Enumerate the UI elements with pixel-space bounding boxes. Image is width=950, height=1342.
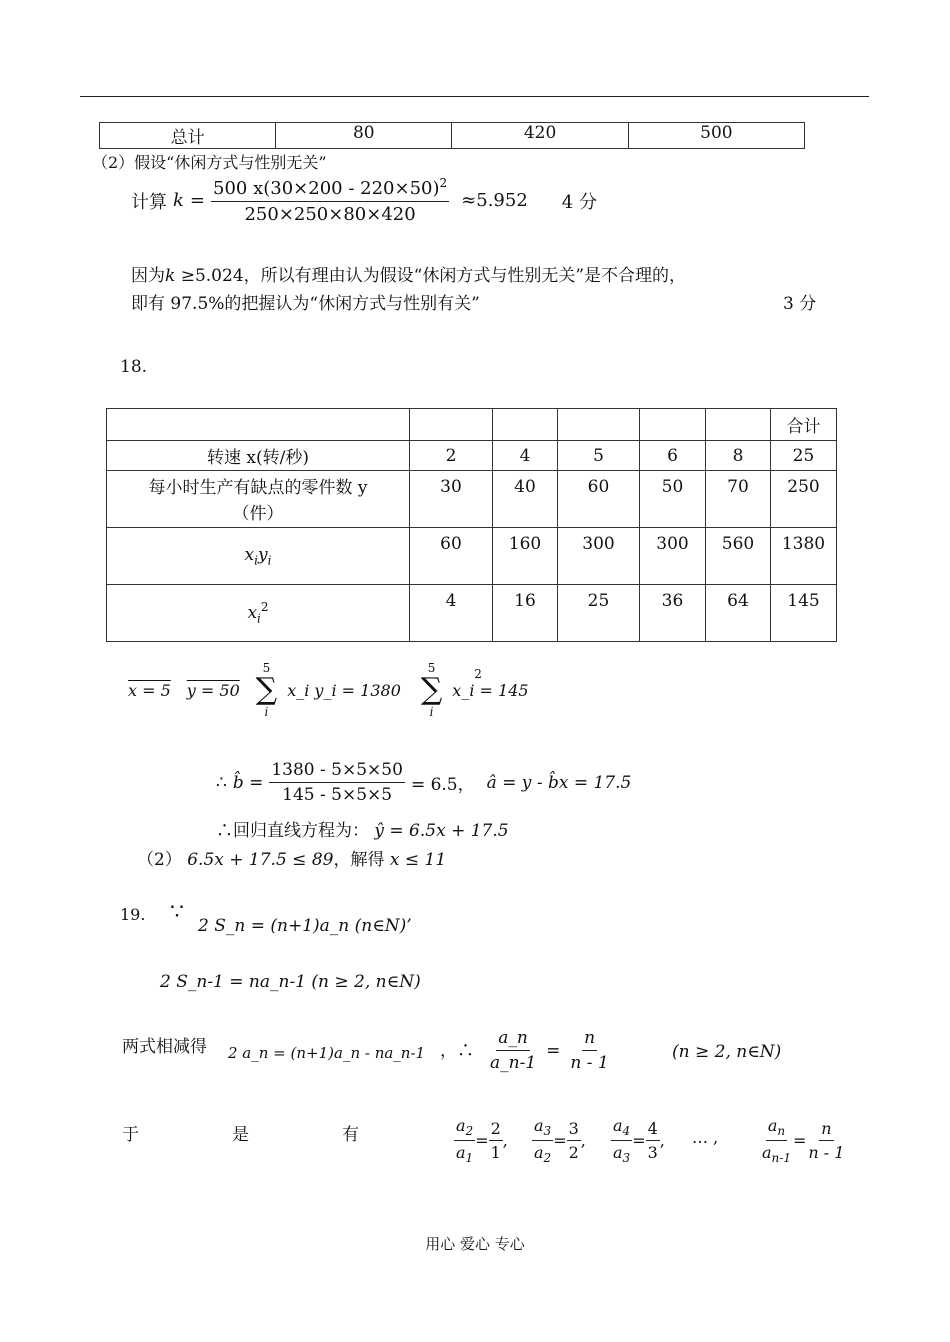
table-row	[107, 471, 837, 528]
ybar: y = 50	[186, 680, 240, 700]
cell: 4	[493, 441, 558, 471]
header-rule	[80, 96, 869, 97]
because-cond: ≥5.024	[180, 266, 244, 286]
stats-line	[128, 660, 529, 720]
cell: 8	[706, 441, 771, 471]
k-var: k	[165, 266, 176, 286]
q19-eq1: 2 S_n = (n+1)a_n (n∈N)’	[198, 916, 412, 936]
total-value: 80	[276, 123, 452, 149]
chain-2: $\frac{a_3}{a_2}$ = $\frac{3}{2}$ ,	[534, 1116, 586, 1166]
b-fraction	[269, 760, 405, 805]
footer: 用心 爱心 专心	[425, 1235, 525, 1253]
chain-ellipsis: … ,	[692, 1128, 719, 1147]
chain-1: $\frac{a_2}{a_1}$ = $\frac{2}{1}$ ,	[456, 1116, 508, 1166]
regression-line	[216, 816, 509, 841]
q19-cond: (n ≥ 2, n∈N)	[672, 1042, 782, 1062]
you: 有	[342, 1125, 359, 1145]
line-eq: ŷ = 6.5x + 17.5	[374, 821, 509, 841]
compute-label: 计算	[131, 191, 167, 213]
row-label	[107, 471, 410, 528]
sum-xy	[256, 661, 277, 719]
because-icon: ∵	[170, 900, 184, 925]
cell: 60	[558, 471, 640, 528]
table-row	[107, 528, 837, 585]
q19-eq3: 2 a_n = (n+1)a_n - na_n-1	[228, 1044, 426, 1062]
conclusion: 即有 97.5%的把握认为“休闲方式与性别有关”	[131, 294, 480, 314]
total-value: 500	[628, 123, 804, 149]
cell: 1380	[771, 528, 837, 585]
cell: 250	[771, 471, 837, 528]
ratio-num: a_n	[496, 1028, 530, 1051]
b-denominator: 145 - 5×5×5	[282, 785, 393, 805]
row-label-xy: $x_iy_i$	[107, 528, 410, 585]
a-eq: â = y - b̂x = 17.5	[486, 772, 632, 793]
k-eq: =	[189, 190, 206, 211]
table-row	[107, 441, 837, 471]
k-num-exp: 2	[439, 176, 448, 190]
part2-ineq: 6.5x + 17.5 ≤ 89	[187, 850, 334, 870]
cell: 5	[558, 441, 640, 471]
cell: 145	[771, 585, 837, 642]
part2-solve: ，解得	[333, 850, 385, 870]
row-label-line1: 每小时生产有缺点的零件数 y	[148, 478, 368, 498]
cell: 2	[410, 441, 493, 471]
ratio-rden: n - 1	[570, 1053, 609, 1073]
b-var: b̂ =	[232, 772, 264, 793]
cell: 16	[493, 585, 558, 642]
table-row	[100, 123, 805, 149]
sum-bottom: i	[429, 705, 434, 719]
ratio-den: a_n-1	[490, 1053, 537, 1073]
because-rest: ，所以有理由认为假设“休闲方式与性别无关”是不合理的，	[243, 266, 687, 286]
cell: 300	[640, 528, 706, 585]
cell: 36	[640, 585, 706, 642]
sum-xy-value: x_i y_i = 1380	[287, 680, 401, 700]
k-fraction	[211, 176, 449, 225]
k-var: k	[173, 190, 184, 211]
cell: 300	[558, 528, 640, 585]
ratio-formula: $\frac{a\_n}{a\_n-1}$ = $\frac{n}{n - 1}$	[490, 1028, 609, 1073]
cell: 40	[493, 471, 558, 528]
row-label-line2: （件）	[232, 504, 284, 524]
row-label: 转速 x(转/秒)	[107, 441, 410, 471]
sum-bottom: i	[264, 705, 269, 719]
k-result: ≈5.952	[461, 190, 528, 211]
sum-x2	[421, 661, 442, 719]
exp: 2	[474, 666, 482, 681]
k-numerator: 500 x(30×200 - 220×50)	[213, 178, 440, 199]
q18-number: 18.	[120, 357, 148, 377]
ratio-rnum: n	[582, 1028, 597, 1051]
shi: 是	[232, 1125, 249, 1145]
q17-part2-intro: （2）假设“休闲方式与性别无关”	[92, 153, 327, 172]
b-hat-line	[216, 760, 631, 805]
k-score: 4 分	[561, 191, 597, 213]
table-row	[107, 585, 837, 642]
sum-top: 5	[262, 661, 271, 675]
part2-result: x ≤ 11	[389, 850, 447, 870]
because-line	[131, 261, 686, 286]
cell: 25	[558, 585, 640, 642]
cell: 50	[640, 471, 706, 528]
ratio-left	[488, 1028, 538, 1073]
total-label: 总计	[100, 123, 276, 149]
sigma-icon: ∑	[420, 672, 443, 707]
chain-n: $\frac{a_n}{a_{n-1}}$ = $\frac{n}{n - 1}$	[762, 1116, 845, 1166]
cell: 70	[706, 471, 771, 528]
total-value: 420	[452, 123, 628, 149]
q19-number: 19.	[120, 905, 146, 924]
regression-table	[106, 408, 837, 642]
therefore-icon: ，∴	[440, 1041, 474, 1061]
ratio-right	[568, 1028, 610, 1073]
k-denominator: 250×250×80×420	[244, 204, 416, 225]
conclusion-score: 3 分	[783, 294, 817, 314]
sigma-icon: ∑	[255, 672, 278, 707]
sum-top: 5	[427, 661, 436, 675]
cell: 160	[493, 528, 558, 585]
sum-x2-value	[452, 666, 529, 700]
cell: 60	[410, 528, 493, 585]
summary-table	[99, 122, 805, 149]
because-prefix: 因为	[131, 266, 165, 286]
part2-prefix: （2）	[137, 850, 182, 870]
row-label-x2: $x_i^2$	[107, 585, 410, 642]
cell: 64	[706, 585, 771, 642]
sum-x2-text: x_i = 145	[452, 680, 529, 700]
therefore-icon: ∴	[216, 772, 227, 793]
cell: 4	[410, 585, 493, 642]
cell: 30	[410, 471, 493, 528]
b-result: = 6.5，	[410, 775, 475, 795]
xbar: x = 5	[128, 680, 171, 700]
chain-3: $\frac{a_4}{a_3}$ = $\frac{4}{3}$ ,	[613, 1116, 665, 1166]
header-total: 合计	[771, 409, 837, 441]
q19-eq2: 2 S_n-1 = na_n-1 (n ≥ 2, n∈N)	[160, 972, 421, 992]
yu: 于	[122, 1125, 139, 1145]
k-formula	[131, 176, 597, 225]
cell: 6	[640, 441, 706, 471]
cell: 560	[706, 528, 771, 585]
q18-part2	[137, 845, 446, 870]
table-row	[107, 409, 837, 441]
line-label: ∴回归直线方程为：	[216, 821, 369, 841]
b-numerator: 1380 - 5×5×50	[269, 760, 405, 783]
cell: 25	[771, 441, 837, 471]
subtract-label: 两式相减得	[122, 1037, 207, 1057]
